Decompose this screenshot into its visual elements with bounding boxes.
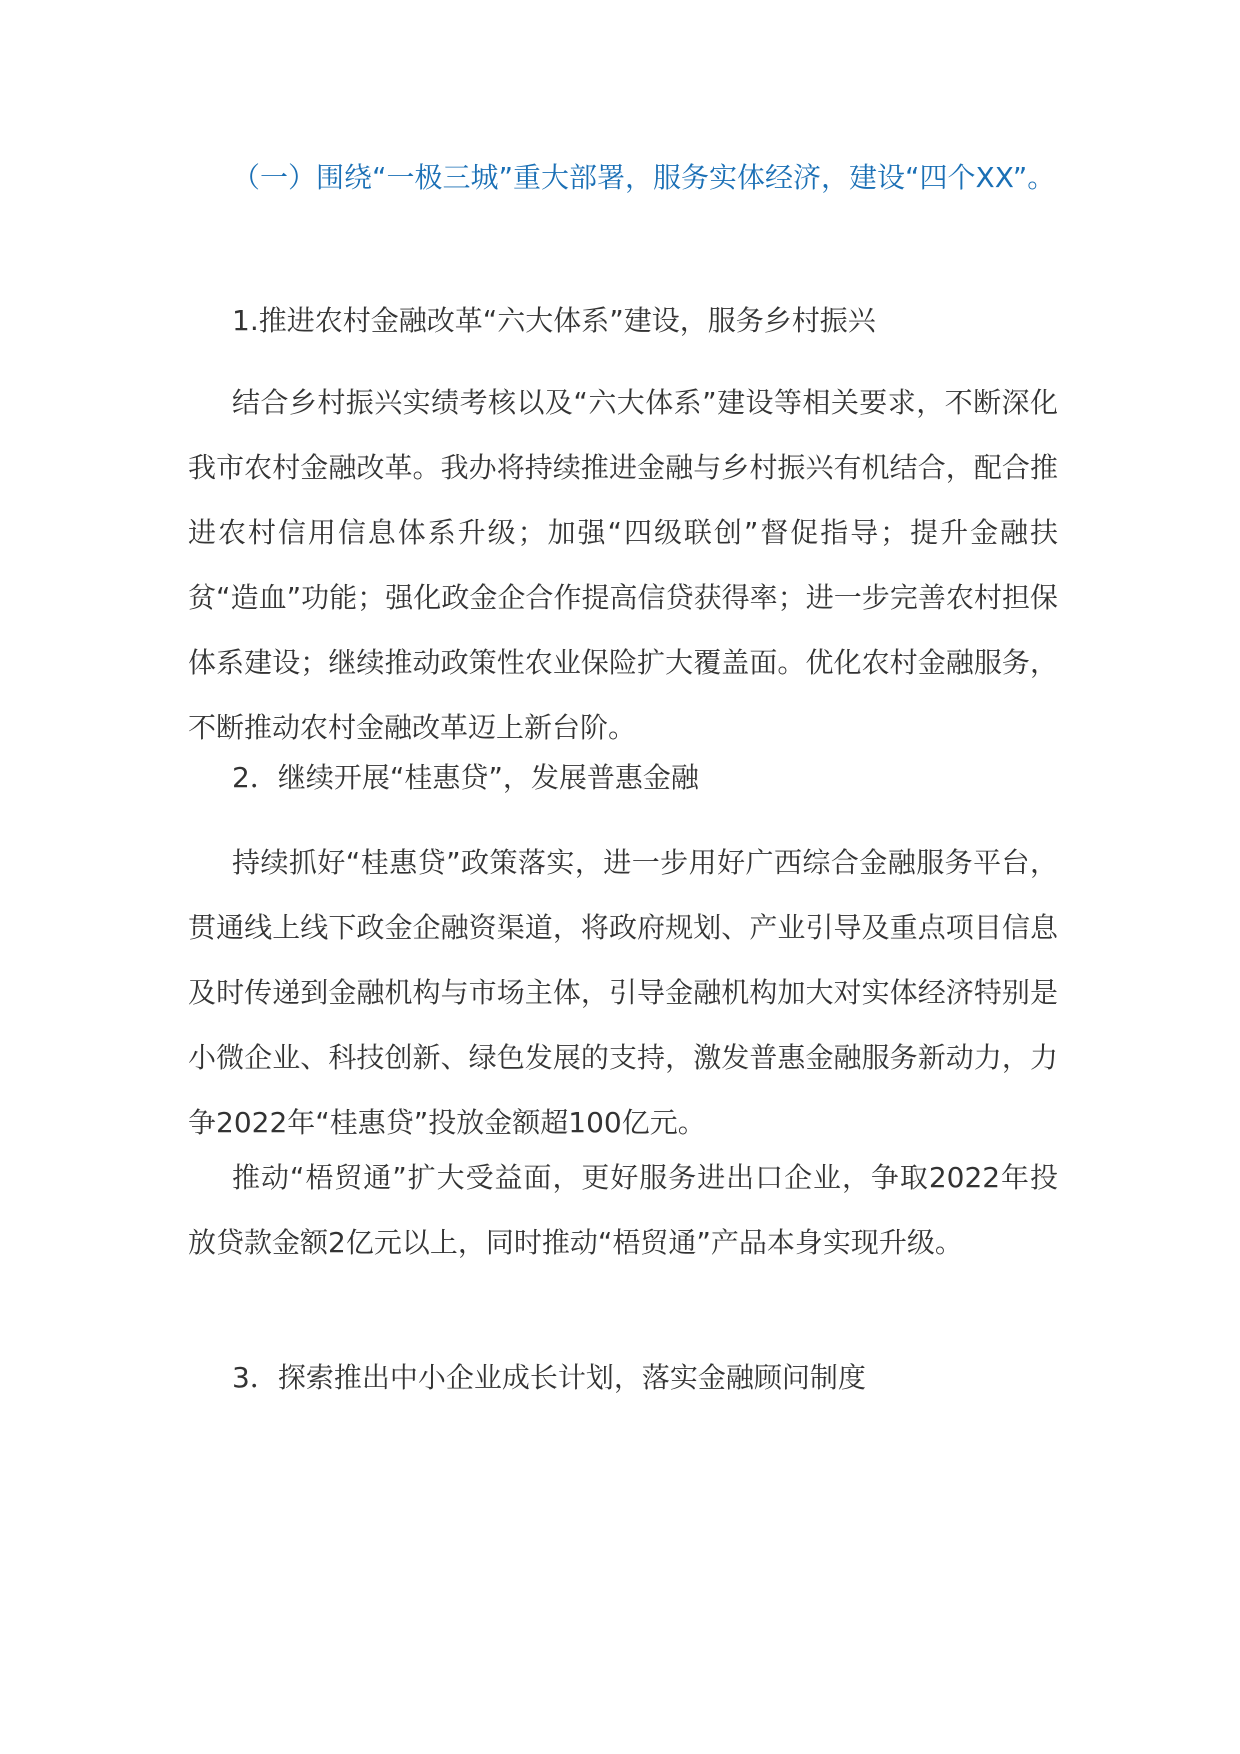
item-2-title: 2．继续开展“桂惠贷”，发展普惠金融 bbox=[232, 761, 699, 794]
section-heading: （一）围绕“一极三城”重大部署，服务实体经济，建设“四个XX”。 bbox=[232, 161, 1056, 194]
item-2-body-1: 持续抓好“桂惠贷”政策落实，进一步用好广西综合金融服务平台，贯通线上线下政金企融资渠道，将政府规划、产业引导及重点项目信息及时传递到金融机构与市场主体，引导金融机构加大对实体经济特别是小微企业、科技创新、绿色发展的支持，激发普惠金融服务新动力，力争2022年“桂惠贷”投放金额超100亿元。 bbox=[188, 846, 1058, 1139]
item-2-body-2: 推动“梧贸通”扩大受益面，更好服务进出口企业，争取2022年投放贷款金额2亿元以上，同时推动“梧贸通”产品本身实现升级。 bbox=[188, 1161, 1058, 1259]
item-1-body: 结合乡村振兴实绩考核以及“六大体系”建设等相关要求，不断深化我市农村金融改革。我办将持续推进金融与乡村振兴有机结合，配合推进农村信用信息体系升级；加强“四级联创”督促指导；提升金融扶贫“造血”功能；强化政金企合作提高信贷获得率；进一步完善农村担保体系建设；继续推动政策性农业保险扩大覆盖面。优化农村金融服务，不断推动农村金融改革迈上新台阶。 bbox=[188, 386, 1058, 744]
item-3-title: 3．探索推出中小企业成长计划，落实金融顾问制度 bbox=[232, 1361, 866, 1394]
item-1-title: 1.推进农村金融改革“六大体系”建设，服务乡村振兴 bbox=[232, 304, 876, 337]
